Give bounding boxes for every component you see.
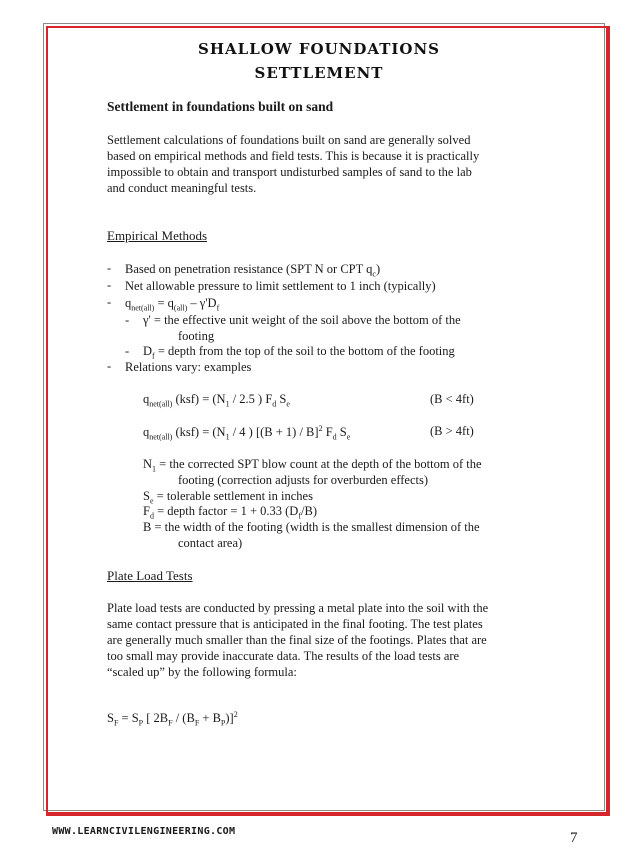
text-line: based on empirical methods and field tests. This is because it is practically	[107, 149, 480, 163]
text-line: “scaled up” by the following formula:	[107, 665, 297, 679]
bullet-dash: -	[107, 278, 112, 292]
section-plate-paragraph	[107, 600, 547, 680]
page-number: 7	[570, 830, 578, 846]
section-heading-sand: Settlement in foundations built on sand	[107, 99, 334, 114]
bullet-dash: -	[107, 359, 112, 373]
text-line: too small may provide inaccurate data. The results of the load tests are	[107, 649, 460, 663]
definition-fd: $F_d$ = depth factor = 1 + 0.33 $(D_f/B)$	[143, 504, 317, 521]
equation-condition: (B < 4ft)	[430, 392, 474, 406]
sub-bullet-dash: -	[125, 313, 130, 327]
plate-scaling-formula: $S_F = S_P$ [ $2B_F / (B_F + B_P)]^2$	[107, 710, 238, 728]
section-sand-paragraph	[107, 132, 547, 196]
page-title: SHALLOW FOUNDATIONS	[198, 40, 440, 58]
definition-se: $S_e$ = tolerable settlement in inches	[143, 489, 313, 506]
definition-b: B = the width of the footing (width is the smallest dimension of the	[143, 520, 480, 534]
text-line: same contact pressure that is anticipated in the final footing. The test plates	[107, 617, 483, 631]
bullet-dash: -	[107, 261, 112, 275]
equation-large-footing: $q_{net(all)}$ $(ksf) = (N_1 / 4$ ) $[(B + 1) / B]^2$ $F_d$ $S_e$	[143, 424, 351, 442]
sub-bullet-gamma: γ' = the effective unit weight of the soil above the bottom of the	[143, 313, 461, 327]
section-heading-plate: Plate Load Tests	[107, 568, 193, 583]
text-line: Plate load tests are conducted by pressing a metal plate into the soil with the	[107, 601, 489, 615]
bullet-net-allowable: Net allowable pressure to limit settlement to 1 inch (typically)	[125, 279, 436, 293]
equation-small-footing: $q_{net(all)}$ $(ksf) = (N_1 / 2.5$ ) $F_d$ $S_e$	[143, 392, 290, 409]
bullet-penetration: Based on penetration resistance (SPT N or CPT $q_c$)	[125, 262, 381, 279]
text-line: Settlement calculations of foundations built on sand are generally solved	[107, 133, 471, 147]
section-heading-empirical: Empirical Methods	[107, 228, 208, 243]
bullet-relations: Relations vary: examples	[125, 360, 252, 374]
text-line: and conduct meaningful tests.	[107, 181, 257, 195]
equation-condition: (B > 4ft)	[430, 424, 474, 438]
definition-b-cont: contact area)	[178, 536, 243, 550]
bullet-qnet-formula: $q_{net(all)} = q_{(all)} - \gamma'D_f$	[125, 296, 220, 313]
text-line: are generally much smaller than the final size of the footings. Plates that are	[107, 633, 487, 647]
definition-n1-cont: footing (correction adjusts for overburden effects)	[178, 473, 429, 487]
footer-website-link[interactable]: WWW.LEARNCIVILENGINEERING.COM	[52, 826, 236, 837]
sub-bullet-gamma-cont: footing	[178, 329, 215, 343]
page-subtitle: SETTLEMENT	[254, 64, 384, 82]
text-line: impossible to obtain and transport undisturbed samples of sand to the lab	[107, 165, 472, 179]
bullet-dash: -	[107, 295, 112, 309]
definition-n1: $N_1$ = the corrected SPT blow count at the depth of the bottom of the	[143, 457, 482, 474]
sub-bullet-dash: -	[125, 344, 130, 358]
sub-bullet-depth: $D_f$ = depth from the top of the soil to the bottom of the footing	[143, 344, 455, 361]
